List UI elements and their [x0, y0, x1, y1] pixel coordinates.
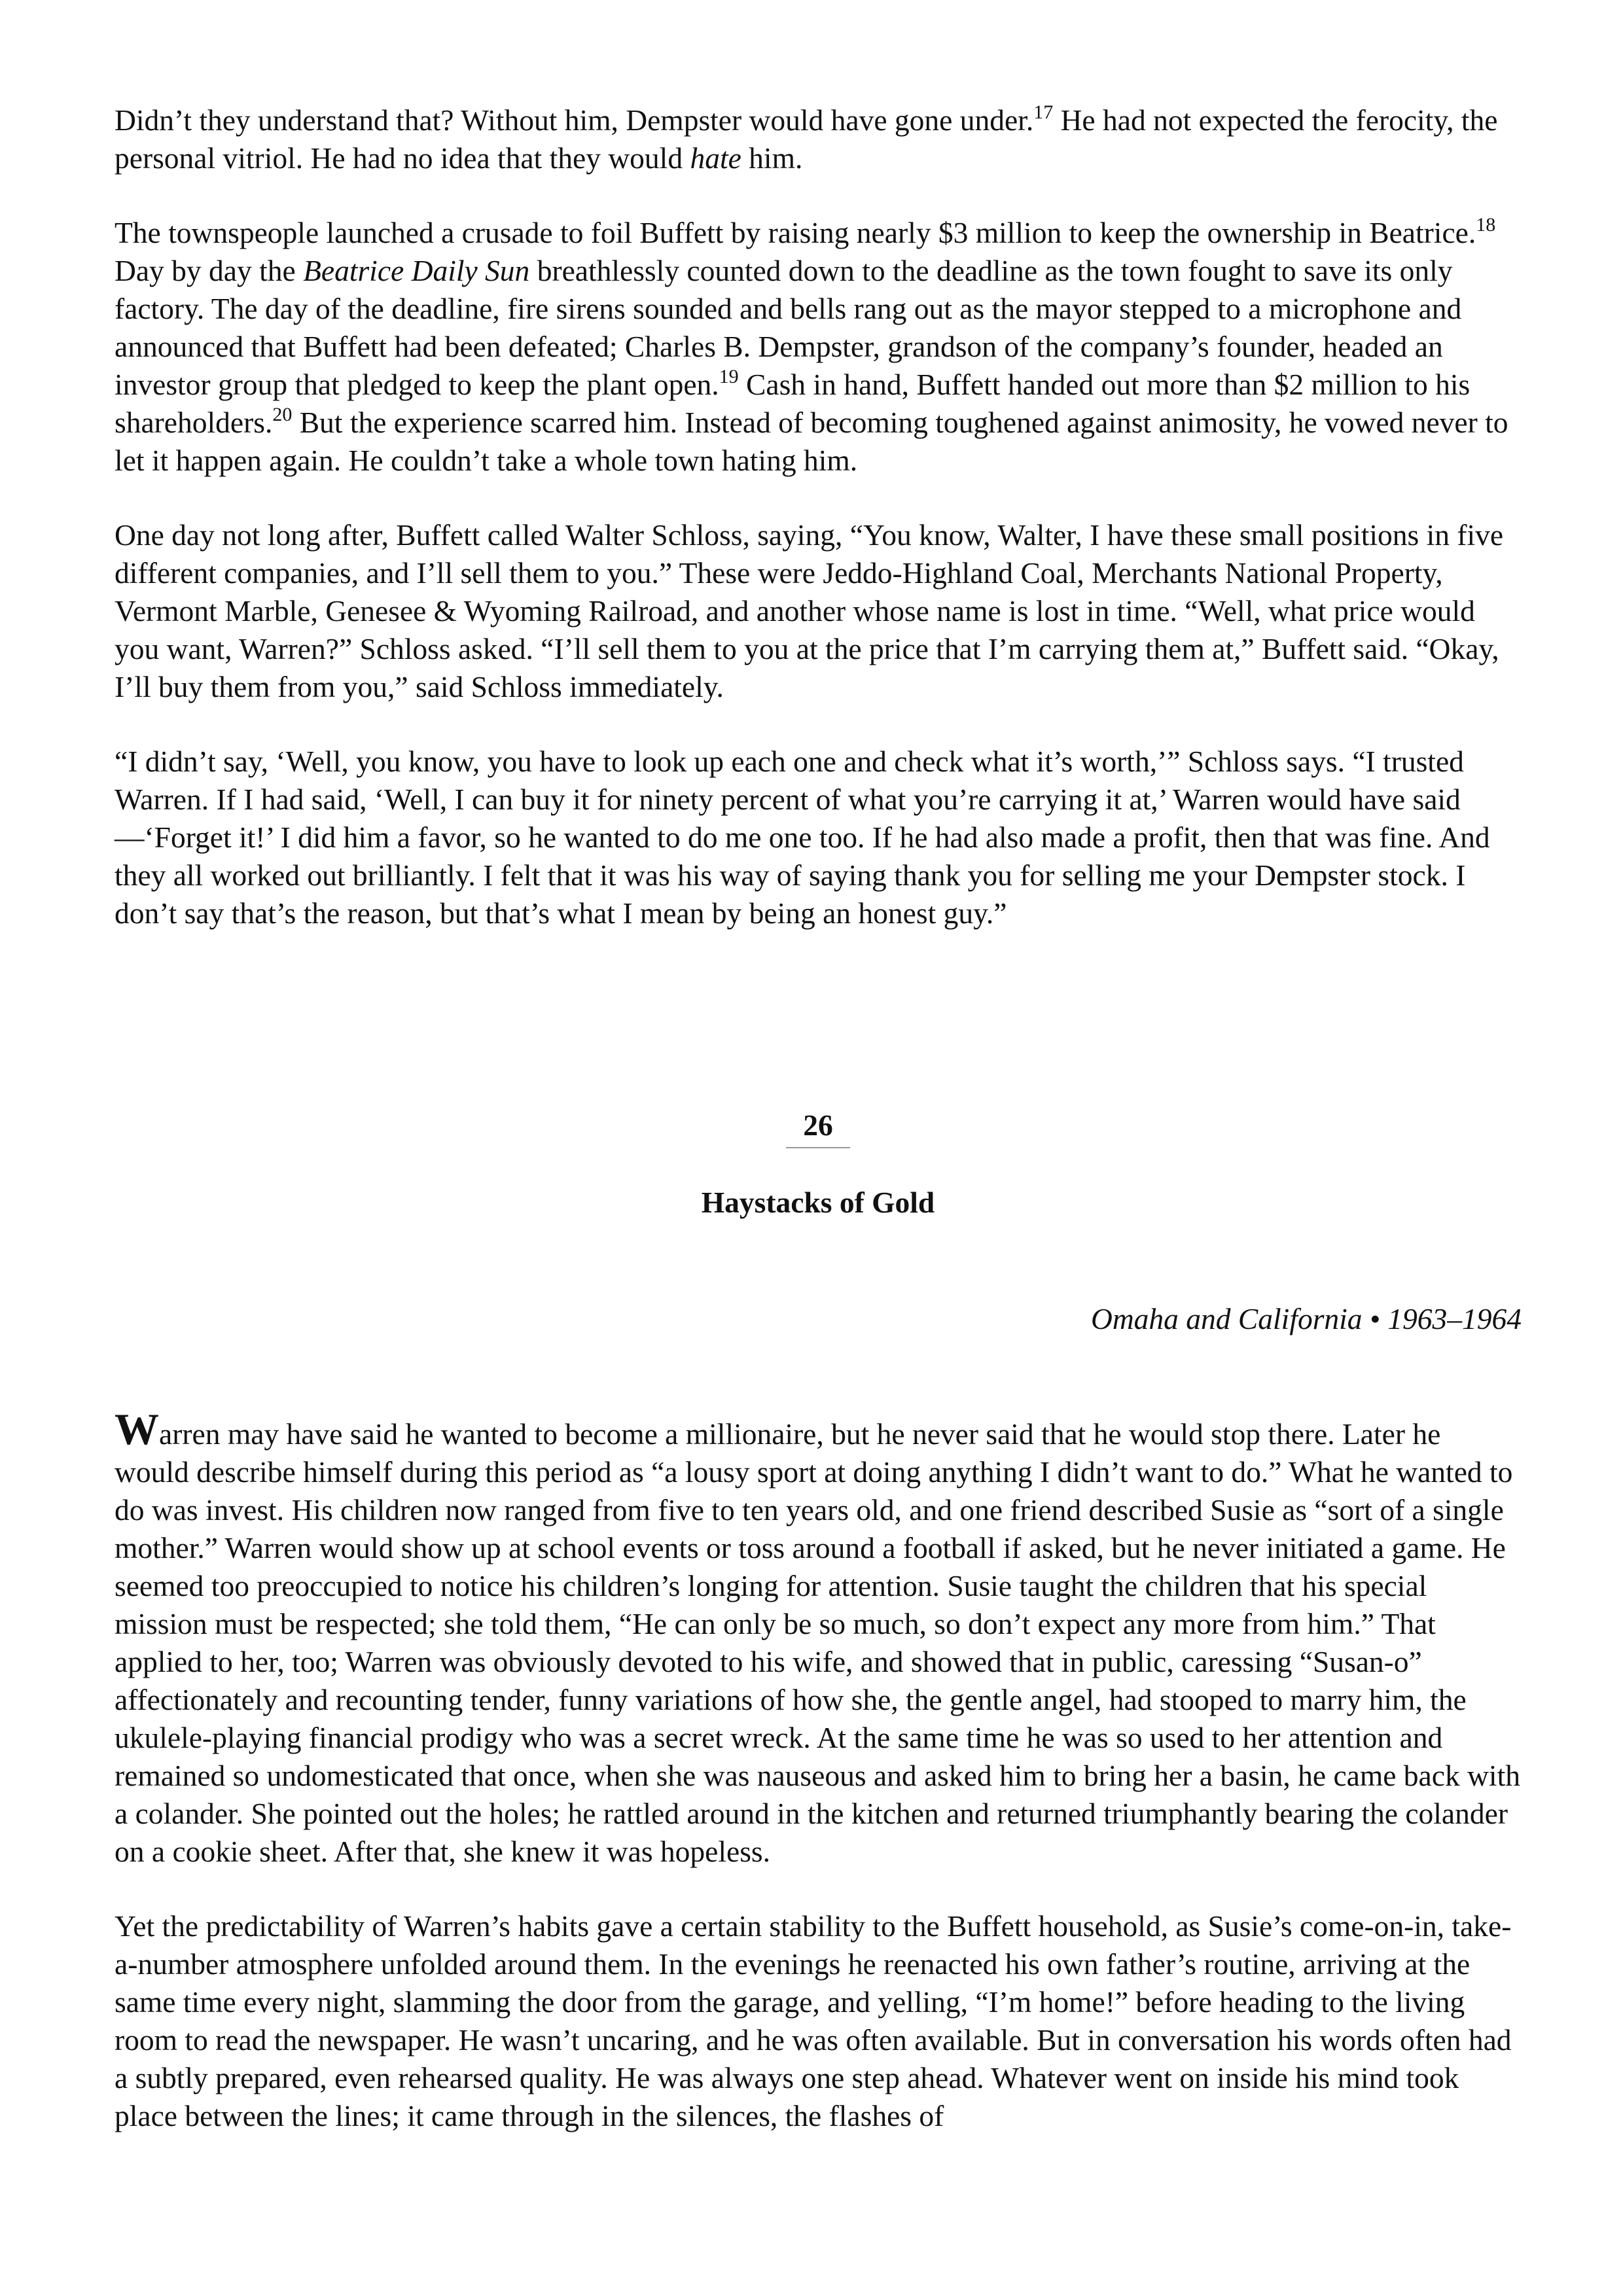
chapter-title: Haystacks of Gold [701, 1186, 935, 1219]
newspaper-title: Beatrice Daily Sun [303, 254, 530, 287]
paragraph-schloss-quote: “I didn’t say, ‘Well, you know, you have to look up each one and check what it’s worth,’” Schloss says. “I trusted Warren. If I had said, ‘Well, I can buy it for ninety percent of what you’re carrying it at,’ Warren would have said—‘Forget it!’ I did him a favor, so he wanted to do me one too. If he had also made a profit, then that was fine. And they all worked out brilliantly. I felt that it was his way of saying thank you for selling me your Dempster stock. I don’t say that’s the reason, but that’s what I mean by being an honest guy.” [115, 745, 1490, 930]
paragraph-walter-schloss: One day not long after, Buffett called Walter Schloss, saying, “You know, Walter, I have these small positions in five different companies, and I’ll sell them to you.” These were Jeddo-Highland Coal, Merchants National Property, Vermont Marble, Genesee & Wyoming Railroad, and another whose name is lost in time. “Well, what price would you want, Warren?” Schloss asked. “I’ll sell them to you at the price that I’m carrying them at,” Buffett said. “Okay, I’ll buy them from you,” said Schloss immediately. [115, 518, 1504, 703]
paragraph-chapter-opening [115, 1404, 1522, 1871]
text-run: Didn’t they understand that? Without him, Dempster would have gone under. [115, 103, 1034, 137]
chapter-number-text: 26 [786, 1106, 850, 1148]
footnote-marker[interactable]: 20 [272, 404, 293, 425]
text-run: But the experience scarred him. Instead of becoming toughened against animosity, he vowed never to let it happen again. He couldn’t take a whole town hating him. [115, 406, 1508, 477]
footnote-marker[interactable]: 18 [1476, 214, 1496, 236]
text-run: arren may have said he wanted to become a millionaire, but he never said that he would stop there. Later he would describe himself during this period as “a lousy sport at doing anything I didn’t want to do.” What he wanted to do was invest. His children now ranged from five to ten years old, and one friend described Susie as “sort of a single mother.” Warren would show up at school events or toss around a football if asked, but he never initiated a game. He seemed too preoccupied to notice his children’s longing for attention. Susie taught the children that his special mission must be respected; she told them, “He can only be so much, so don’t expect any more from him.” That applied to her, too; Warren was obviously devoted to his wife, and showed that in public, caressing “Susan-o” affectionately and recounting tender, funny variations of how she, the gentle angel, had stooped to marry him, the ukulele-playing financial prodigy who was a secret wreck. At the same time he was so used to her attention and remained so undomesticated that once, when she was nauseous and asked him to bring her a basin, he came back with a colander. She pointed out the holes; he rattled around in the kitchen and returned triumphantly bearing the colander on a cookie sheet. After that, she knew it was hopeless. [115, 1417, 1520, 1868]
text-run: The townspeople launched a crusade to foil Buffett by raising nearly $3 million to keep the ownership in Beatrice. [115, 216, 1476, 249]
paragraph-townspeople-crusade [115, 214, 1522, 480]
drop-cap: W [115, 1404, 159, 1454]
section-break [115, 969, 1522, 1106]
text-run: Cash in hand, Buffett handed out more than $2 million to his shareholders. [115, 368, 1471, 439]
page-body [115, 101, 1522, 2172]
chapter-epigraph: Omaha and California • 1963–1964 [1090, 1302, 1522, 1335]
text-run: breathlessly counted down to the deadline as the town fought to save its only factory. The day of the deadline, fire sirens sounded and bells rang out as the mayor stepped to a microphone and announced that Buffett had been defeated; Charles B. Dempster, grandson of the company’s founder, headed an investor group that pledged to keep the plant open. [115, 254, 1462, 401]
text-run: Day by day the [115, 254, 304, 287]
paragraph-household-routine: Yet the predictability of Warren’s habits gave a certain stability to the Buffett household, as Susie’s come-on-in, take-a-number atmosphere unfolded around them. In the evenings he reenacted his own father’s routine, arriving at the same time every night, slamming the door from the garage, and yelling, “I’m home!” before heading to the living room to read the newspaper. He wasn’t uncaring, and he was often available. But in conversation his words often had a subtly prepared, even rehearsed quality. He was always one step ahead. Whatever went on inside his mind took place between the lines; it came through in the silences, the flashes of [115, 1909, 1512, 2132]
text-run: He had not expected the ferocity, the personal vitriol. He had no idea that they would [115, 103, 1498, 175]
chapter-number [115, 1106, 1522, 1148]
text-run: him. [741, 141, 803, 175]
footnote-marker[interactable]: 19 [719, 366, 739, 387]
footnote-marker[interactable]: 17 [1033, 101, 1054, 123]
emphasis-text: hate [690, 141, 741, 175]
paragraph-dempster-ending [115, 101, 1522, 177]
